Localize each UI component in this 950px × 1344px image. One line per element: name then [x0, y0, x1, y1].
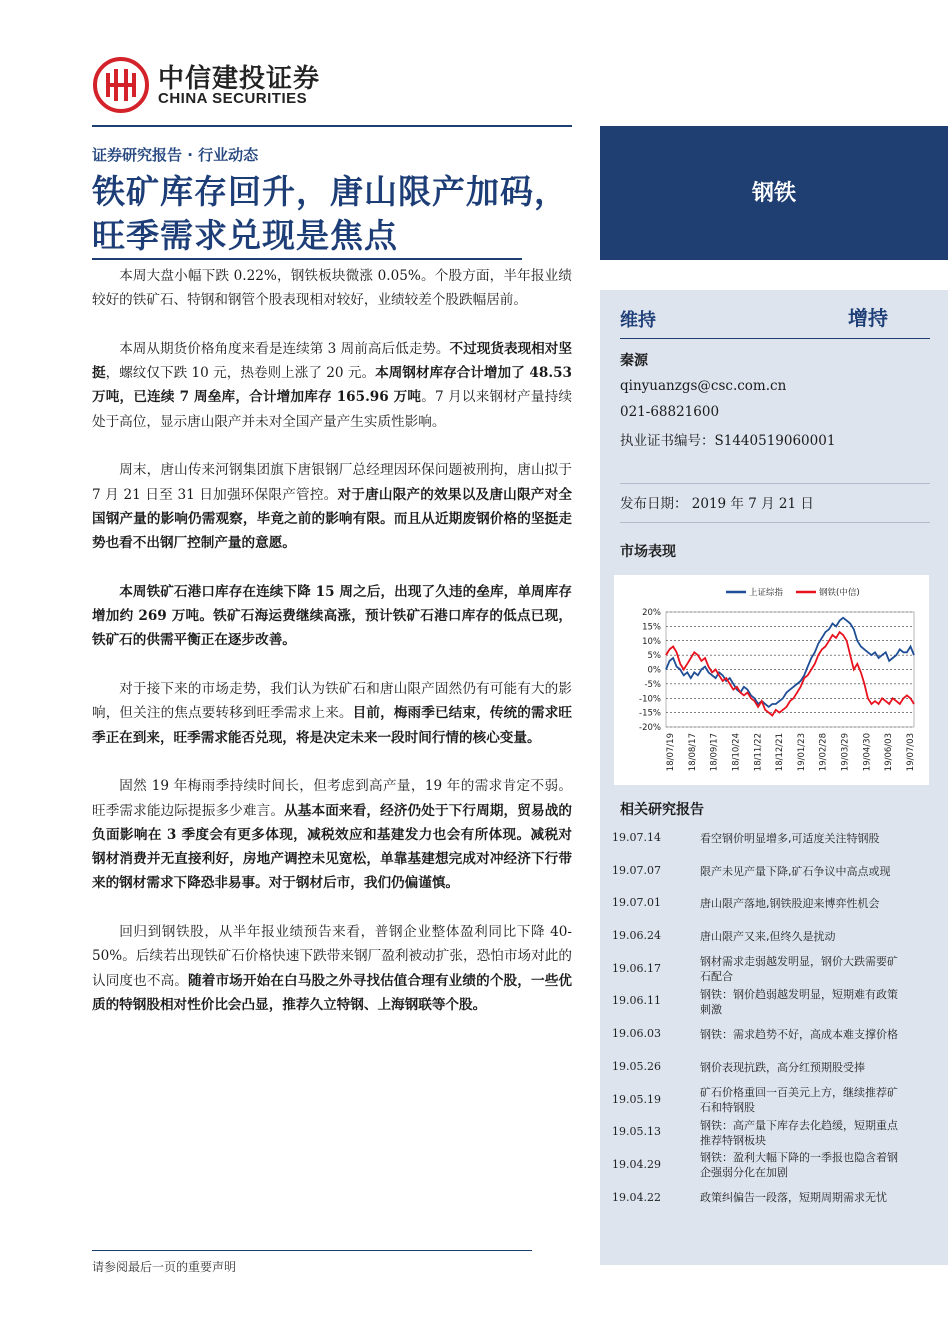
- rating-divider: [620, 338, 930, 339]
- related-report-row[interactable]: [600, 1051, 948, 1084]
- body-paragraph: [92, 337, 572, 434]
- rating-current: 增持: [848, 306, 888, 330]
- related-report-date: 19.05.19: [612, 1092, 661, 1106]
- y-tick-label: -5%: [644, 679, 661, 690]
- related-report-title[interactable]: 唐山限产又来,但终久是扰动: [700, 929, 836, 943]
- related-report-date: 19.07.14: [612, 831, 661, 844]
- body-paragraph: [92, 677, 572, 750]
- body-paragraph: [92, 774, 572, 895]
- legend-label: 上证综指: [749, 588, 784, 598]
- related-report-row[interactable]: [600, 1149, 948, 1182]
- body-paragraph: [92, 920, 572, 1017]
- related-report-title[interactable]: 唐山限产落地,钢铁股迎来博弈性机会: [700, 897, 880, 911]
- related-report-date: 19.04.29: [612, 1157, 661, 1171]
- header-divider: [92, 125, 572, 127]
- x-tick-label: 19/02/28: [818, 733, 829, 772]
- related-report-title[interactable]: 钢铁：钢价趋弱越发明显，短期难有政策刺激: [700, 987, 898, 1016]
- x-tick-label: 18/11/22: [753, 733, 764, 772]
- related-report-row[interactable]: [600, 1116, 948, 1149]
- related-report-date: 19.06.24: [612, 929, 661, 943]
- body-text: 。7 月以来钢材产量持续处于高位，显示唐山限产并未对全国产量产生实质性影响。: [92, 389, 572, 430]
- y-tick-label: 20%: [642, 608, 661, 618]
- analyst-license: 执业证书编号：S1440519060001: [620, 433, 836, 449]
- report-type: 证券研究报告 · 行业动态: [92, 146, 259, 164]
- market-performance-title: 市场表现: [620, 544, 676, 560]
- related-report-row[interactable]: [600, 822, 948, 855]
- emphasis-text: 本周钢材库存合计增加了 48.53 万吨，已连续 7 周垒库，合计增加库存 165.96 万吨: [92, 365, 572, 406]
- related-report-row[interactable]: [600, 985, 948, 1018]
- related-report-row[interactable]: [600, 953, 948, 986]
- related-report-title[interactable]: 钢铁：盈利大幅下降的一季报也隐含着钢企强弱分化在加剧: [700, 1151, 898, 1180]
- logo-mark-icon: [92, 56, 150, 114]
- x-tick-label: 18/08/17: [687, 733, 698, 772]
- related-report-date: 19.06.17: [612, 961, 661, 975]
- logo-chinese-name: 中信建投证券: [158, 64, 321, 94]
- legend-label: 钢铁(中信): [819, 588, 860, 598]
- body-text: 固然 19 年梅雨季持续时间长，但考虑到高产量，19 年的需求肯定不弱。旺季需求能边际提振多少难言。: [92, 778, 572, 819]
- emphasis-text: 不过现货表现相对坚挺: [92, 340, 572, 382]
- related-report-row[interactable]: [600, 1182, 948, 1215]
- x-tick-label: 19/03/29: [840, 733, 851, 772]
- report-title: 铁矿库存回升，唐山限产加码，旺季需求兑现是焦点: [92, 172, 568, 255]
- analyst-email[interactable]: qinyuanzgs@csc.com.cn: [620, 378, 787, 394]
- rating-row: [620, 306, 930, 336]
- related-report-date: 19.07.01: [612, 896, 661, 910]
- related-report-row[interactable]: [600, 887, 948, 920]
- related-report-row[interactable]: [600, 855, 948, 888]
- footer-divider: [92, 1250, 532, 1251]
- x-tick-label: 18/12/21: [775, 733, 786, 772]
- title-underline: [92, 258, 522, 260]
- related-report-date: 19.05.26: [612, 1059, 661, 1073]
- y-tick-label: 0%: [647, 665, 661, 676]
- related-report-date: 19.06.03: [612, 1027, 661, 1041]
- company-logo: [92, 56, 352, 114]
- x-tick-label: 18/09/17: [709, 733, 720, 772]
- body-paragraph: [92, 264, 572, 313]
- sector-banner: [600, 126, 948, 260]
- related-report-title[interactable]: 限产未见产量下降,矿石争议中高点或现: [700, 864, 891, 878]
- related-report-title[interactable]: 钢价表现抗跌，高分红预期股受捧: [700, 1060, 865, 1074]
- body-text: 本周大盘小幅下跌 0.22%，钢铁板块微涨 0.05%。个股方面，半年报业绩较好的铁矿石、特钢和钢管个股表现相对较好，业绩较差个股跌幅居前。: [92, 268, 572, 309]
- report-body: [92, 264, 572, 1042]
- rating-previous: 维持: [620, 310, 656, 331]
- pub-divider: [620, 483, 930, 484]
- related-report-title[interactable]: 钢铁：需求趋势不好，高成本难支撑价格: [700, 1027, 898, 1041]
- info-sidebar: [600, 290, 948, 1265]
- body-paragraph: [92, 580, 572, 653]
- x-tick-label: 18/07/19: [666, 733, 676, 772]
- x-tick-label: 19/01/23: [796, 733, 807, 772]
- series-line-0: [666, 618, 914, 707]
- related-report-row[interactable]: [600, 1018, 948, 1051]
- chart-svg: [614, 575, 929, 785]
- market-performance-chart: [614, 575, 929, 785]
- logo-english-name: CHINA SECURITIES: [158, 90, 308, 107]
- analyst-name: 秦源: [620, 353, 648, 369]
- body-text: ，螺纹仅下跌 10 元，热卷则上涨了 20 元。: [105, 365, 376, 382]
- y-tick-label: 5%: [647, 651, 661, 662]
- related-report-date: 19.04.22: [612, 1190, 661, 1204]
- related-reports-list: [600, 822, 948, 1214]
- series-line-1: [666, 632, 914, 715]
- related-report-row[interactable]: [600, 1084, 948, 1117]
- related-report-title[interactable]: 钢材需求走弱越发明显，钢价大跌需要矿石配合: [700, 955, 898, 984]
- sector-name: 钢铁: [751, 181, 796, 206]
- y-tick-label: -20%: [639, 723, 661, 733]
- body-text: 回归到钢铁股，从半年报业绩预告来看，普钢企业整体盈利同比下降 40-50%。后续若出现铁矿石价格快速下跌带来钢厂盈利被动扩张，恐怕市场对此的认同度也不高。: [92, 924, 572, 989]
- y-tick-label: 15%: [642, 622, 661, 633]
- x-tick-label: 19/04/30: [862, 733, 873, 772]
- related-reports-title: 相关研究报告: [620, 802, 704, 818]
- body-text: 对于接下来的市场走势，我们认为铁矿石和唐山限产固然仍有可能有大的影响，但关注的焦点要转移到旺季需求上来。: [92, 681, 572, 722]
- related-report-date: 19.06.11: [612, 994, 661, 1008]
- y-tick-label: 10%: [642, 636, 661, 647]
- related-report-row[interactable]: [600, 920, 948, 953]
- emphasis-text: 随着市场开始在白马股之外寻找估值合理有业绩的个股，一些优质的特钢股相对性价比会凸显，推荐久立特钢、上海钢联等个股。: [92, 972, 573, 1013]
- emphasis-text: 本周铁矿石港口库存在连续下降 15 周之后，出现了久违的垒库，单周库存增加约 269 万吨。铁矿石海运费继续高涨，预计铁矿石港口库存的低点已现，铁矿石的供需平衡正在逐步改善。: [92, 583, 572, 649]
- related-report-date: 19.05.13: [612, 1125, 661, 1139]
- body-text: 本周从期货价格角度来看是连续第 3 周前高后低走势。: [119, 340, 450, 357]
- related-report-title[interactable]: 看空钢价明显增多,可适度关注特钢股: [700, 831, 880, 845]
- related-report-title[interactable]: 钢铁：高产量下库存去化趋缓，短期重点推荐特钢板块: [700, 1118, 898, 1147]
- market-divider: [620, 522, 930, 523]
- x-tick-label: 19/07/03: [906, 733, 916, 772]
- analyst-phone: 021-68821600: [620, 404, 720, 420]
- emphasis-text: 目前，梅雨季已结束，传统的需求旺季正在到来，旺季需求能否兑现，将是决定未来一段时间行情的核心变量。: [92, 705, 573, 746]
- emphasis-text: 对于唐山限产的效果以及唐山限产对全国钢产量的影响仍需观察，毕竟之前的影响有限。而且从近期废钢价格的坚挺走势也看不出钢厂控制产量的意愿。: [92, 486, 572, 552]
- x-tick-label: 19/06/03: [884, 733, 895, 772]
- related-report-date: 19.07.07: [612, 863, 661, 877]
- y-tick-label: -10%: [639, 694, 661, 705]
- x-tick-label: 18/10/24: [731, 733, 742, 772]
- emphasis-text: 从基本面来看，经济仍处于下行周期，贸易战的负面影响在 3 季度会有更多体现，减税效应和基建发力也会有所体现。减税对钢材消费并无直接利好，房地产调控未见宽松，单靠基建想完成对冲经济下行带来的钢材需求下降恐非易事。对于钢材后市，我们仍偏谨慎。: [92, 802, 573, 892]
- related-report-title[interactable]: 矿石价格重回一百美元上方，继续推荐矿石和特钢股: [700, 1085, 898, 1114]
- body-paragraph: [92, 458, 572, 555]
- y-tick-label: -15%: [639, 708, 661, 719]
- publish-date: 发布日期： 2019 年 7 月 21 日: [620, 496, 814, 512]
- footer-disclaimer[interactable]: 请参阅最后一页的重要声明: [92, 1260, 237, 1274]
- body-text: 周末，唐山传来河钢集团旗下唐银钢厂总经理因环保问题被刑拘，唐山拟于 7 月 21 日至 31 日加强环保限产管控。: [92, 462, 572, 503]
- related-report-title[interactable]: 政策纠偏告一段落，短期周期需求无忧: [700, 1191, 887, 1205]
